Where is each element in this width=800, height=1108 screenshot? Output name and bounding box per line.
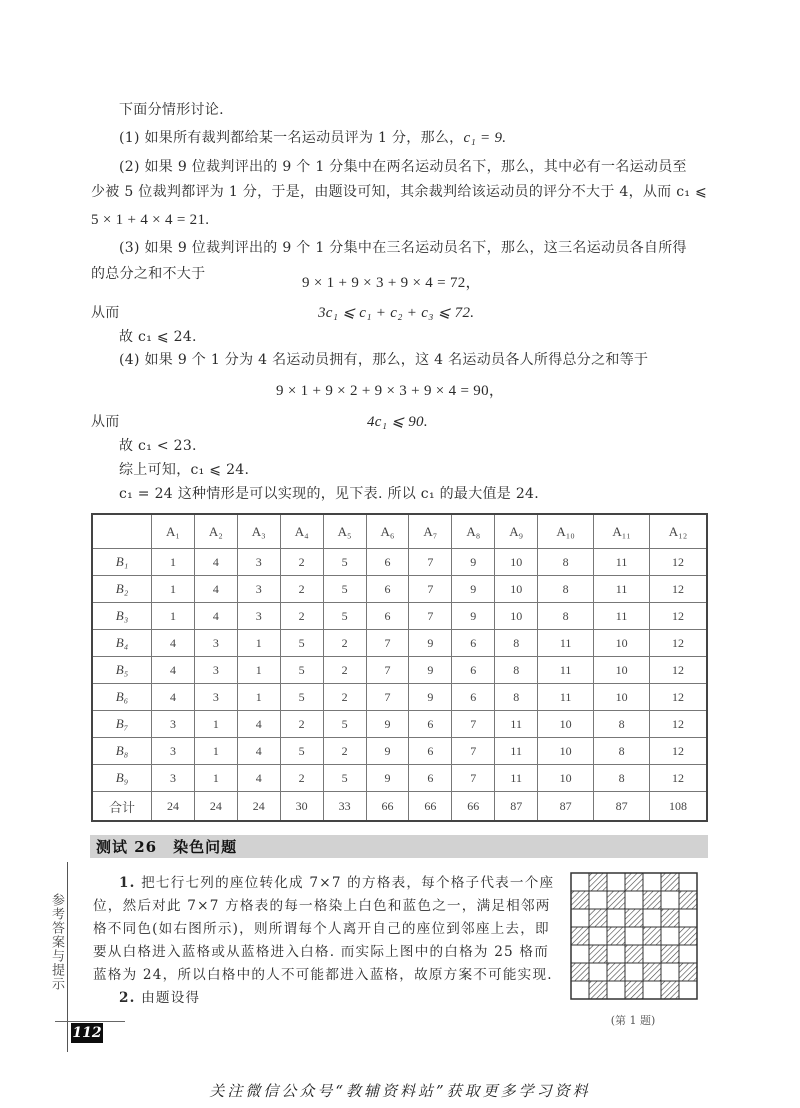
table-cell: 4: [152, 630, 195, 657]
case-2-line-2: 少被 5 位裁判都评为 1 分，于是，由题设可知，其余裁判给该运动员的评分不大于 4，从而 c₁ ⩽: [91, 184, 708, 200]
table-cell: 1: [152, 549, 195, 576]
table-cell: 8: [538, 603, 594, 630]
table-cell: 4: [237, 765, 280, 792]
table-cell: 2: [280, 603, 323, 630]
table-cell: 3: [194, 630, 237, 657]
table-cell: 4: [194, 603, 237, 630]
table-cell: 7: [409, 603, 452, 630]
total-cell: 108: [650, 792, 707, 822]
table-cell: 8: [495, 657, 538, 684]
table-body: [92, 549, 707, 822]
case-1-text: (1) 如果所有裁判都给某一名运动员评为 1 分，那么，: [119, 130, 464, 146]
question-1-line-2: 位，然后对此 7×7 方格表的每一格染上白色和蓝色之一，满足相邻两: [93, 898, 551, 914]
table-row: [92, 657, 707, 684]
table-cell: 6: [452, 657, 495, 684]
table-cell: 7: [409, 549, 452, 576]
table-cell: 2: [323, 657, 366, 684]
checkerboard-figure: [570, 872, 698, 1004]
table-cell: 7: [409, 576, 452, 603]
table-cell: 3: [237, 603, 280, 630]
total-cell: 66: [452, 792, 495, 822]
table-cell: 9: [452, 576, 495, 603]
table-cell: 10: [538, 765, 594, 792]
question-2-number: 2.: [119, 990, 136, 1006]
total-cell: 24: [152, 792, 195, 822]
table-cell: 5: [280, 684, 323, 711]
table-cell: 4: [152, 657, 195, 684]
sidebar-rule: [67, 862, 68, 1052]
table-cell: 11: [538, 684, 594, 711]
question-1-line-5: 蓝格为 24，所以白格中的人不可能都进入蓝格，故原方案不可能实现.: [93, 967, 553, 983]
case-2-line-3: 5 × 1 + 4 × 4 = 21.: [91, 212, 210, 228]
table-cell: 9: [366, 738, 409, 765]
case-4-equation-2: 4c₁ ⩽ 90.: [367, 414, 428, 430]
row-label: B₄: [92, 630, 152, 657]
table-cell: 8: [538, 549, 594, 576]
case-3-line-2: 的总分之和不大于: [91, 266, 206, 282]
page-number: 112: [72, 1025, 102, 1041]
column-header: A₁₂: [650, 514, 707, 549]
row-label: B₆: [92, 684, 152, 711]
table-cell: 9: [409, 630, 452, 657]
column-header: A₅: [323, 514, 366, 549]
table-cell: 11: [594, 603, 650, 630]
table-cell: 1: [194, 765, 237, 792]
scores-table: [91, 513, 708, 822]
table-cell: 3: [152, 738, 195, 765]
table-cell: 9: [409, 684, 452, 711]
table-cell: 5: [323, 711, 366, 738]
table-cell: 11: [538, 630, 594, 657]
table-cell: 11: [495, 765, 538, 792]
row-label: B₈: [92, 738, 152, 765]
table-row: [92, 576, 707, 603]
table-cell: 10: [538, 711, 594, 738]
table-cell: 9: [409, 657, 452, 684]
case-4-line-1: (4) 如果 9 个 1 分为 4 名运动员拥有，那么，这 4 名运动员各人所得总分之和等于: [119, 352, 649, 368]
table-cell: 2: [280, 765, 323, 792]
table-corner-cell: [92, 514, 152, 549]
table-cell: 8: [495, 684, 538, 711]
total-cell: 87: [495, 792, 538, 822]
table-cell: 3: [237, 576, 280, 603]
table-cell: 12: [650, 576, 707, 603]
table-row: [92, 549, 707, 576]
table-cell: 11: [495, 738, 538, 765]
table-cell: 7: [452, 765, 495, 792]
table-cell: 1: [194, 738, 237, 765]
question-1-line-3: 格不同色(如右图所示)，则所谓每个人离开自己的座位到邻座上去，即: [93, 921, 550, 937]
table-cell: 10: [495, 603, 538, 630]
table-cell: 3: [194, 684, 237, 711]
total-cell: 33: [323, 792, 366, 822]
table-cell: 12: [650, 603, 707, 630]
column-header: A₆: [366, 514, 409, 549]
page-number-rule: [55, 1021, 125, 1022]
total-cell: 24: [194, 792, 237, 822]
table-cell: 5: [280, 657, 323, 684]
question-2-text: 由题设得: [141, 990, 201, 1006]
table-cell: 1: [237, 657, 280, 684]
table-cell: 10: [495, 549, 538, 576]
table-row: [92, 630, 707, 657]
table-cell: 12: [650, 549, 707, 576]
table-cell: 6: [366, 603, 409, 630]
table-cell: 10: [538, 738, 594, 765]
row-label: B₇: [92, 711, 152, 738]
summary-line: 综上可知，c₁ ⩽ 24.: [119, 462, 250, 478]
table-cell: 4: [237, 738, 280, 765]
row-label: B₁: [92, 549, 152, 576]
row-label: B₅: [92, 657, 152, 684]
table-cell: 7: [366, 684, 409, 711]
total-cell: 87: [594, 792, 650, 822]
table-cell: 6: [366, 549, 409, 576]
table-cell: 6: [409, 711, 452, 738]
table-cell: 7: [452, 738, 495, 765]
case-4-equation-1: 9 × 1 + 9 × 2 + 9 × 3 + 9 × 4 = 90，: [276, 383, 505, 399]
table-cell: 1: [152, 576, 195, 603]
table-cell: 2: [280, 711, 323, 738]
table-cell: 4: [194, 576, 237, 603]
table-cell: 3: [152, 765, 195, 792]
table-cell: 6: [452, 684, 495, 711]
column-header: A₄: [280, 514, 323, 549]
table-cell: 2: [323, 630, 366, 657]
table-cell: 10: [594, 657, 650, 684]
table-cell: 9: [452, 549, 495, 576]
case-3-line-1: (3) 如果 9 位裁判评出的 9 个 1 分集中在三名运动员名下，那么，这三名运动员各自所得: [119, 240, 687, 256]
column-header: A₈: [452, 514, 495, 549]
total-cell: 66: [409, 792, 452, 822]
table-cell: 2: [280, 549, 323, 576]
column-header: A₁₀: [538, 514, 594, 549]
total-row: [92, 792, 707, 822]
table-row: [92, 738, 707, 765]
column-header: A₇: [409, 514, 452, 549]
section-title: 测试 26 染色问题: [96, 838, 238, 856]
total-label: 合计: [92, 792, 152, 822]
row-label: B₉: [92, 765, 152, 792]
table-cell: 10: [495, 576, 538, 603]
case-3-equation-2: 3c₁ ⩽ c₁ + c₂ + c₃ ⩽ 72.: [318, 305, 475, 321]
table-cell: 4: [152, 684, 195, 711]
column-header: A₂: [194, 514, 237, 549]
table-cell: 6: [409, 738, 452, 765]
table-cell: 11: [594, 549, 650, 576]
table-cell: 8: [594, 738, 650, 765]
case-2-line-1: (2) 如果 9 位裁判评出的 9 个 1 分集中在两名运动员名下，那么，其中必有一名运动员至: [119, 159, 687, 175]
table-cell: 9: [366, 711, 409, 738]
table-cell: 5: [280, 738, 323, 765]
table-cell: 8: [594, 765, 650, 792]
total-cell: 87: [538, 792, 594, 822]
table-cell: 5: [323, 603, 366, 630]
table-row: [92, 684, 707, 711]
table-cell: 1: [237, 684, 280, 711]
total-cell: 30: [280, 792, 323, 822]
table-cell: 11: [594, 576, 650, 603]
table-cell: 12: [650, 738, 707, 765]
table-row: [92, 711, 707, 738]
table-cell: 1: [152, 603, 195, 630]
total-cell: 24: [237, 792, 280, 822]
table-cell: 3: [152, 711, 195, 738]
table-cell: 3: [237, 549, 280, 576]
column-header: A₁₁: [594, 514, 650, 549]
figure-caption: (第 1 题): [610, 1014, 656, 1027]
table-cell: 11: [495, 711, 538, 738]
table-cell: 4: [237, 711, 280, 738]
table-cell: 2: [323, 684, 366, 711]
table-cell: 2: [280, 576, 323, 603]
table-cell: 2: [323, 738, 366, 765]
thus-label-1: 从而: [91, 305, 120, 321]
thus-label-2: 从而: [91, 414, 120, 430]
question-1-text: 把七行七列的座位转化成 7×7 的方格表，每个格子代表一个座: [141, 875, 555, 891]
row-label: B₃: [92, 603, 152, 630]
case-4-conclusion: 故 c₁ < 23.: [119, 438, 197, 454]
table-cell: 8: [495, 630, 538, 657]
column-header: A₁: [152, 514, 195, 549]
table-cell: 12: [650, 630, 707, 657]
table-cell: 10: [594, 630, 650, 657]
table-cell: 5: [323, 549, 366, 576]
sidebar-label: 参考答案与提示: [49, 893, 64, 991]
table-row: [92, 603, 707, 630]
table-cell: 8: [594, 711, 650, 738]
table-cell: 7: [366, 657, 409, 684]
table-header-row: [92, 514, 707, 549]
section-header: [90, 835, 708, 858]
row-label: B₂: [92, 576, 152, 603]
table-cell: 12: [650, 657, 707, 684]
column-header: A₉: [495, 514, 538, 549]
case-3-conclusion: 故 c₁ ⩽ 24.: [119, 329, 197, 345]
question-1-line-1: [93, 872, 554, 895]
table-cell: 8: [538, 576, 594, 603]
total-cell: 66: [366, 792, 409, 822]
table-cell: 9: [452, 603, 495, 630]
table-cell: 9: [366, 765, 409, 792]
final-line: c₁ = 24 这种情形是可以实现的，见下表. 所以 c₁ 的最大值是 24.: [119, 486, 540, 502]
table-cell: 5: [323, 576, 366, 603]
table-row: [92, 765, 707, 792]
table-cell: 12: [650, 711, 707, 738]
table-cell: 12: [650, 684, 707, 711]
table-cell: 1: [194, 711, 237, 738]
table-cell: 4: [194, 549, 237, 576]
column-header: A₃: [237, 514, 280, 549]
question-1-number: 1.: [119, 875, 136, 891]
question-2-line: [93, 987, 200, 1010]
question-1-line-4: 要从白格进入蓝格或从蓝格进入白格. 而实际上图中的白格为 25 格而: [93, 944, 550, 960]
table-cell: 3: [194, 657, 237, 684]
case-1-equation: c₁ = 9.: [463, 130, 507, 146]
table-cell: 5: [323, 765, 366, 792]
table-cell: 12: [650, 765, 707, 792]
intro-text: 下面分情形讨论.: [119, 102, 224, 118]
checkerboard-grid-icon: [570, 872, 698, 1000]
footer-watermark: 关注微信公众号“教辅资料站”获取更多学习资料: [209, 1082, 591, 1100]
table-cell: 11: [538, 657, 594, 684]
table-cell: 6: [366, 576, 409, 603]
table-cell: 10: [594, 684, 650, 711]
case-3-equation-1: 9 × 1 + 9 × 3 + 9 × 4 = 72，: [302, 275, 481, 291]
table-cell: 7: [452, 711, 495, 738]
table-cell: 5: [280, 630, 323, 657]
table-cell: 1: [237, 630, 280, 657]
table-cell: 6: [409, 765, 452, 792]
table-cell: 6: [452, 630, 495, 657]
case-1: [119, 128, 506, 148]
table-cell: 7: [366, 630, 409, 657]
